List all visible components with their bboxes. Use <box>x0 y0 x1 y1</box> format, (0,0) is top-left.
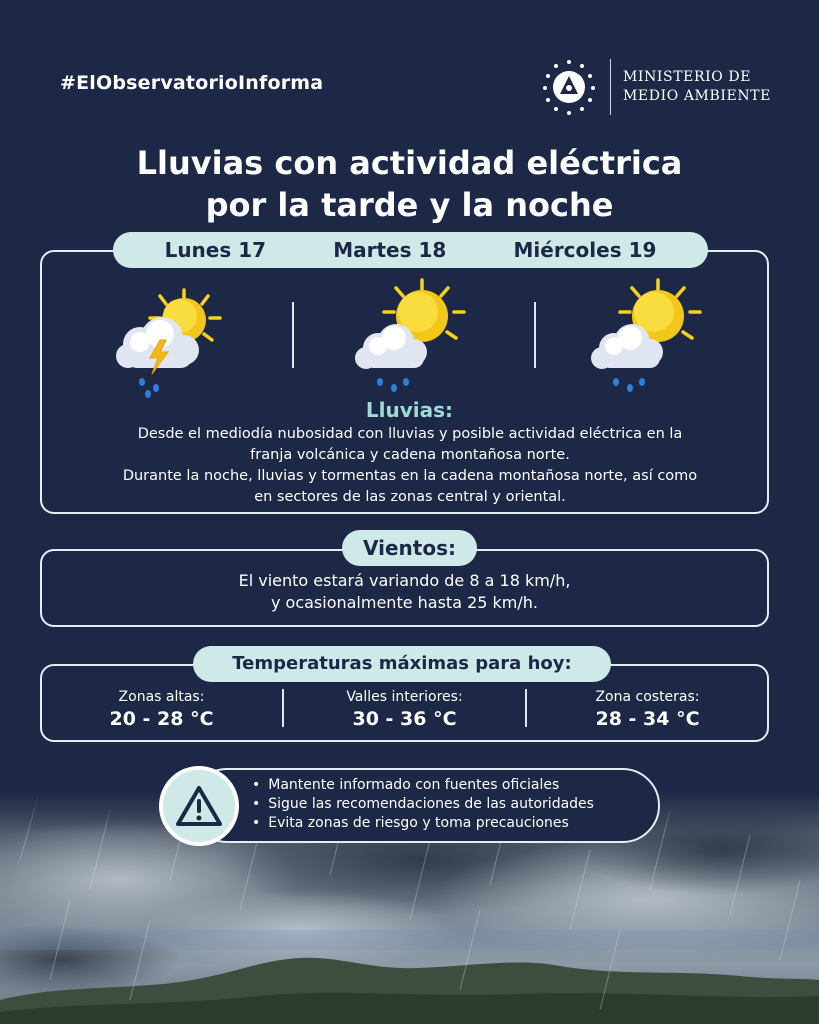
zone-label: Zonas altas: <box>118 689 205 705</box>
temperature-heading: Temperaturas máximas para hoy: <box>193 646 611 682</box>
national-seal-icon <box>538 56 600 118</box>
warning-icon <box>174 784 224 828</box>
wind-description-line: y ocasionalmente hasta 25 km/h. <box>270 593 539 612</box>
ministry-name-line1: MINISTERIO DE <box>623 69 752 85</box>
list-item: • Mantente informado con fuentes oficiales <box>250 776 594 795</box>
sun-cloud-rain-icon <box>340 278 470 398</box>
ministry-name-line2: MEDIO AMBIENTE <box>623 88 771 104</box>
list-item: • Evita zonas de riesgo y toma precauciones <box>250 814 594 833</box>
temperature-zone <box>526 688 769 732</box>
title-line1: Lluvias con actividad eléctrica <box>136 144 683 182</box>
zone-temperature: 20 - 28 °C <box>109 708 214 730</box>
sun-cloud-lightning-rain-icon <box>100 282 230 402</box>
zone-label: Valles interiores: <box>346 689 463 705</box>
ministry-logo <box>538 56 771 118</box>
days-header <box>113 232 708 268</box>
temperature-zone <box>283 688 526 732</box>
rain-description <box>60 424 760 508</box>
list-item: • Sigue las recomendaciones de las autoridades <box>250 795 594 814</box>
title-line2: por la tarde y la noche <box>205 186 614 224</box>
rain-description-line: Desde el mediodía nubosidad con lluvias y posible actividad eléctrica en la <box>137 426 683 442</box>
rain-description-line: Durante la noche, lluvias y tormentas en la cadena montañosa norte, así como <box>122 468 698 484</box>
rain-heading: Lluvias: <box>365 398 454 422</box>
day-label: Miércoles 19 <box>513 238 657 262</box>
day-label: Martes 18 <box>333 238 447 262</box>
temperature-zone <box>40 688 283 732</box>
hashtag: #ElObservatorioInforma <box>60 72 324 94</box>
column-divider <box>534 302 536 368</box>
zone-temperature: 30 - 36 °C <box>352 708 457 730</box>
zone-label: Zona costeras: <box>595 689 700 705</box>
day-label: Lunes 17 <box>164 238 267 262</box>
page-title <box>0 142 819 226</box>
wind-description <box>40 570 769 614</box>
wind-heading: Vientos: <box>342 530 477 566</box>
rain-description-line: franja volcánica y cadena montañosa norte. <box>250 447 570 463</box>
wind-description-line: El viento estará variando de 8 a 18 km/h, <box>238 571 571 590</box>
rain-description-line: en sectores de las zonas central y oriental. <box>254 489 566 505</box>
column-divider <box>292 302 294 368</box>
zone-temperature: 28 - 34 °C <box>595 708 700 730</box>
advisory-list <box>250 776 594 833</box>
warning-badge <box>159 766 239 846</box>
sun-cloud-rain-icon <box>578 278 708 398</box>
